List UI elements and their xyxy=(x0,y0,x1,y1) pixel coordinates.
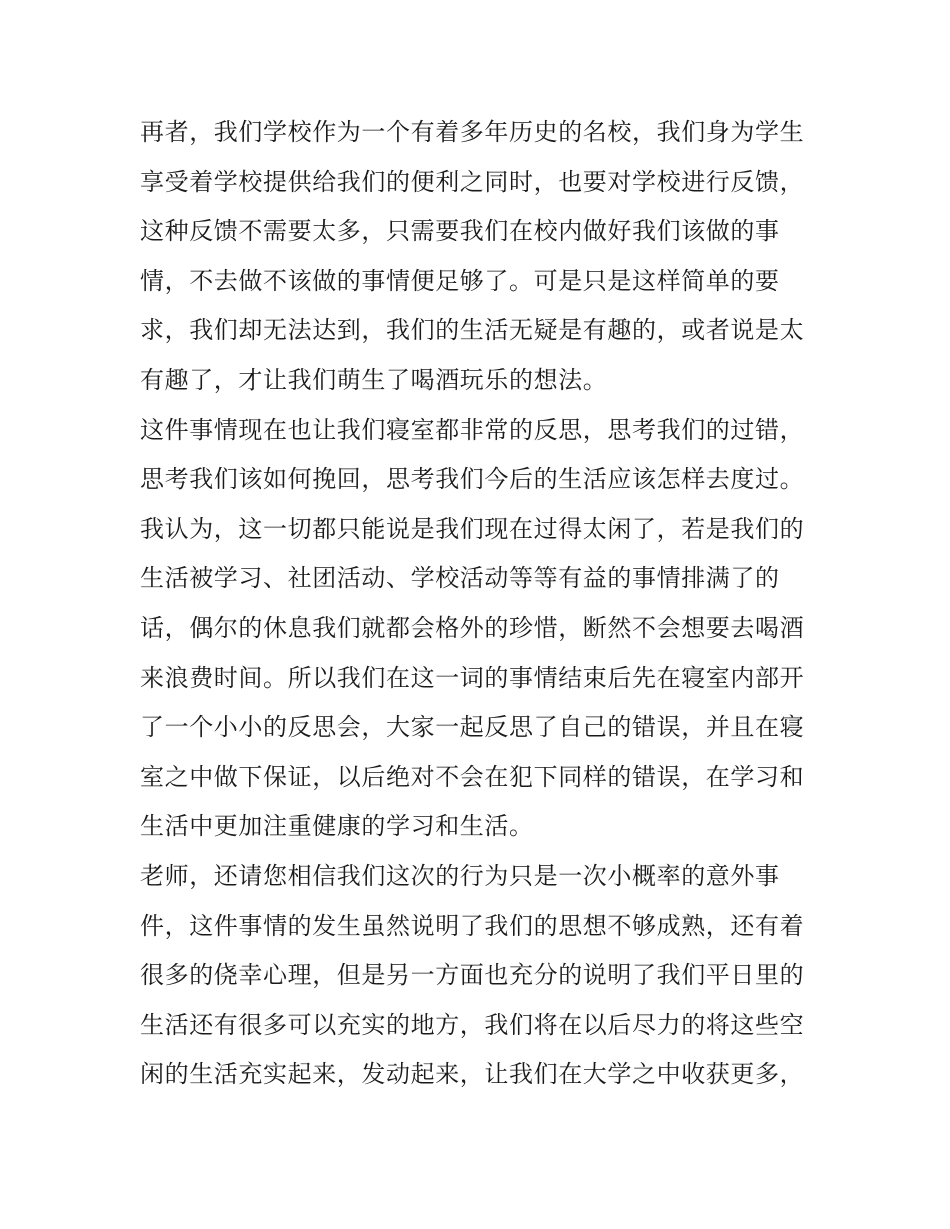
text-line: 思考我们该如何挽回，思考我们今后的生活应该怎样去度过。 xyxy=(140,465,805,494)
text-line: 老师，还请您相信我们这次的行为只是一次小概率的意外事 xyxy=(140,861,780,890)
text-line: 再者，我们学校作为一个有着多年历史的名校，我们身为学生 xyxy=(140,118,805,146)
text-line: 生活被学习、社团活动、学校活动等等有益的事情排满了的 xyxy=(140,564,780,593)
text-line: 件，这件事情的发生虽然说明了我们的思想不够成熟，还有着 xyxy=(140,911,805,940)
text-line: 这种反馈不需要太多，只需要我们在校内做好我们该做的事 xyxy=(140,217,780,246)
text-line: 生活中更加注重健康的学习和生活。 xyxy=(140,812,534,841)
document-body xyxy=(140,108,820,1100)
text-line: 闲的生活充实起来，发动起来，让我们在大学之中收获更多， xyxy=(140,1060,805,1089)
text-line: 生活还有很多可以充实的地方，我们将在以后尽力的将这些空 xyxy=(140,1010,805,1039)
text-line: 这件事情现在也让我们寝室都非常的反思，思考我们的过错， xyxy=(140,415,805,444)
text-line: 情，不去做不该做的事情便足够了。可是只是这样简单的要 xyxy=(140,266,780,295)
text-line: 话，偶尔的休息我们就都会格外的珍惜，断然不会想要去喝酒 xyxy=(140,613,805,642)
text-line: 求，我们却无法达到，我们的生活无疑是有趣的，或者说是太 xyxy=(140,316,805,345)
text-line: 我认为，这一切都只能说是我们现在过得太闲了，若是我们的 xyxy=(140,514,805,543)
text-line: 室之中做下保证，以后绝对不会在犯下同样的错误，在学习和 xyxy=(140,762,805,791)
text-line: 享受着学校提供给我们的便利之同时，也要对学校进行反馈， xyxy=(140,167,805,196)
text-line: 有趣了，才让我们萌生了喝酒玩乐的想法。 xyxy=(140,365,608,394)
text-line: 来浪费时间。所以我们在这一词的事情结束后先在寝室内部开 xyxy=(140,663,805,692)
text-line: 很多的侥幸心理，但是另一方面也充分的说明了我们平日里的 xyxy=(140,961,805,990)
text-line: 了一个小小的反思会，大家一起反思了自己的错误，并且在寝 xyxy=(140,713,805,742)
